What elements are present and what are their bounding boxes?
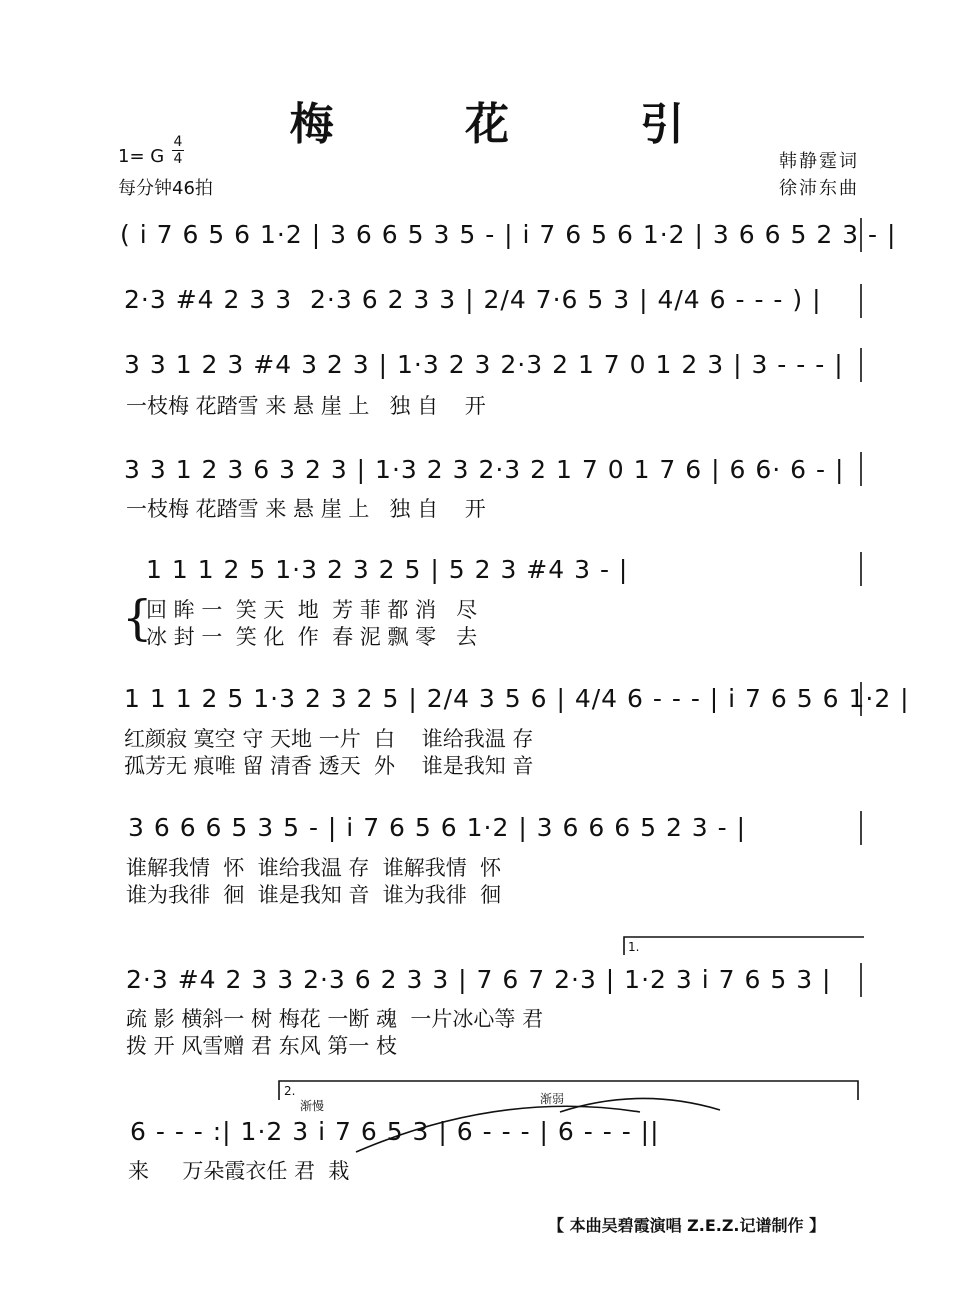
tempo-marking: 每分钟46拍 <box>118 178 213 199</box>
composer-credit: 徐沛东曲 <box>779 178 859 199</box>
key-signature: 1= G <box>118 146 165 167</box>
volta-2-bracket <box>279 1081 858 1100</box>
diminuendo-marking: 渐弱 <box>540 1092 565 1106</box>
lyric-row-8-verse-2: 拨 开 风雪赠 君 东风 第一 枝 <box>126 1034 398 1058</box>
score-row-9: 6 - - - :| 1·2 3 i 7 6 5 3 | 6 - - - | 6 - - - || <box>130 1117 660 1146</box>
lyric-row-7-verse-1: 谁解我情 怀 谁给我温 存 谁解我情 怀 <box>126 856 502 880</box>
volta-1-label: 1. <box>628 940 640 954</box>
score-row-8: 2·3 #4 2 3 3 2·3 6 2 3 3 | 7 6 7 2·3 | 1·2 3 i 7 6 5 3 | <box>126 965 832 994</box>
lyricist-credit: 韩静霆词 <box>779 151 859 172</box>
lyric-row-7-verse-2: 谁为我徘 徊 谁是我知 音 谁为我徘 徊 <box>126 883 502 907</box>
lyric-row-8-verse-1: 疏 影 横斜一 树 梅花 一断 魂 一片冰心等 君 <box>126 1007 544 1031</box>
volta-1-bracket <box>624 937 864 955</box>
volta-2-label: 2. <box>284 1084 296 1098</box>
verse-brace: { <box>122 590 153 646</box>
time-signature <box>172 134 184 167</box>
score-row-1: ( i 7 6 5 6 1·2 | 3 6 6 5 3 5 - | i 7 6 5 6 1·2 | 3 6 6 5 2 3 - | <box>120 220 897 249</box>
page-title: 梅 花 引 <box>289 99 743 150</box>
lyric-row-3: 一枝梅 花踏雪 来 悬 崖 上 独 自 开 <box>126 394 486 418</box>
score-row-3: 3 3 1 2 3 #4 3 2 3 | 1·3 2 3 2·3 2 1 7 0 1 2 3 | 3 - - - | <box>124 350 844 379</box>
lyric-row-6-verse-2: 孤芳无 痕唯 留 清香 透天 外 谁是我知 音 <box>124 754 534 778</box>
lyric-row-9: 来 万朵霞衣任 君 栽 <box>128 1159 350 1183</box>
score-row-4: 3 3 1 2 3 6 3 2 3 | 1·3 2 3 2·3 2 1 7 0 1 7 6 | 6 6· 6 - | <box>124 455 845 484</box>
lyric-row-5-verse-2: 冰 封 一 笑 化 作 春 泥 飘 零 去 <box>146 625 478 649</box>
transcription-credit: 【 本曲吴碧霞演唱 Z.E.Z.记谱制作 】 <box>548 1216 826 1235</box>
ritardando-marking: 渐慢 <box>300 1099 325 1113</box>
lyric-row-4: 一枝梅 花踏雪 来 悬 崖 上 独 自 开 <box>126 497 486 521</box>
score-row-2: 2·3 #4 2 3 3 2·3 6 2 3 3 | 2/4 7·6 5 3 | 4/4 6 - - - ) | <box>124 285 822 314</box>
time-signature-denominator: 4 <box>173 151 183 167</box>
slur <box>560 1098 720 1112</box>
score-row-6: 1 1 1 2 5 1·3 2 3 2 5 | 2/4 3 5 6 | 4/4 6 - - - | i 7 6 5 6 1·2 | <box>124 684 910 713</box>
lyric-row-5-verse-1: 回 眸 一 笑 天 地 芳 菲 都 消 尽 <box>146 598 478 622</box>
time-signature-numerator: 4 <box>173 134 183 150</box>
score-row-7: 3 6 6 6 5 3 5 - | i 7 6 5 6 1·2 | 3 6 6 6 5 2 3 - | <box>128 813 747 842</box>
lyric-row-6-verse-1: 红颜寂 寞空 守 天地 一片 白 谁给我温 存 <box>124 727 534 751</box>
score-row-5: 1 1 1 2 5 1·3 2 3 2 5 | 5 2 3 #4 3 - | <box>146 555 629 584</box>
